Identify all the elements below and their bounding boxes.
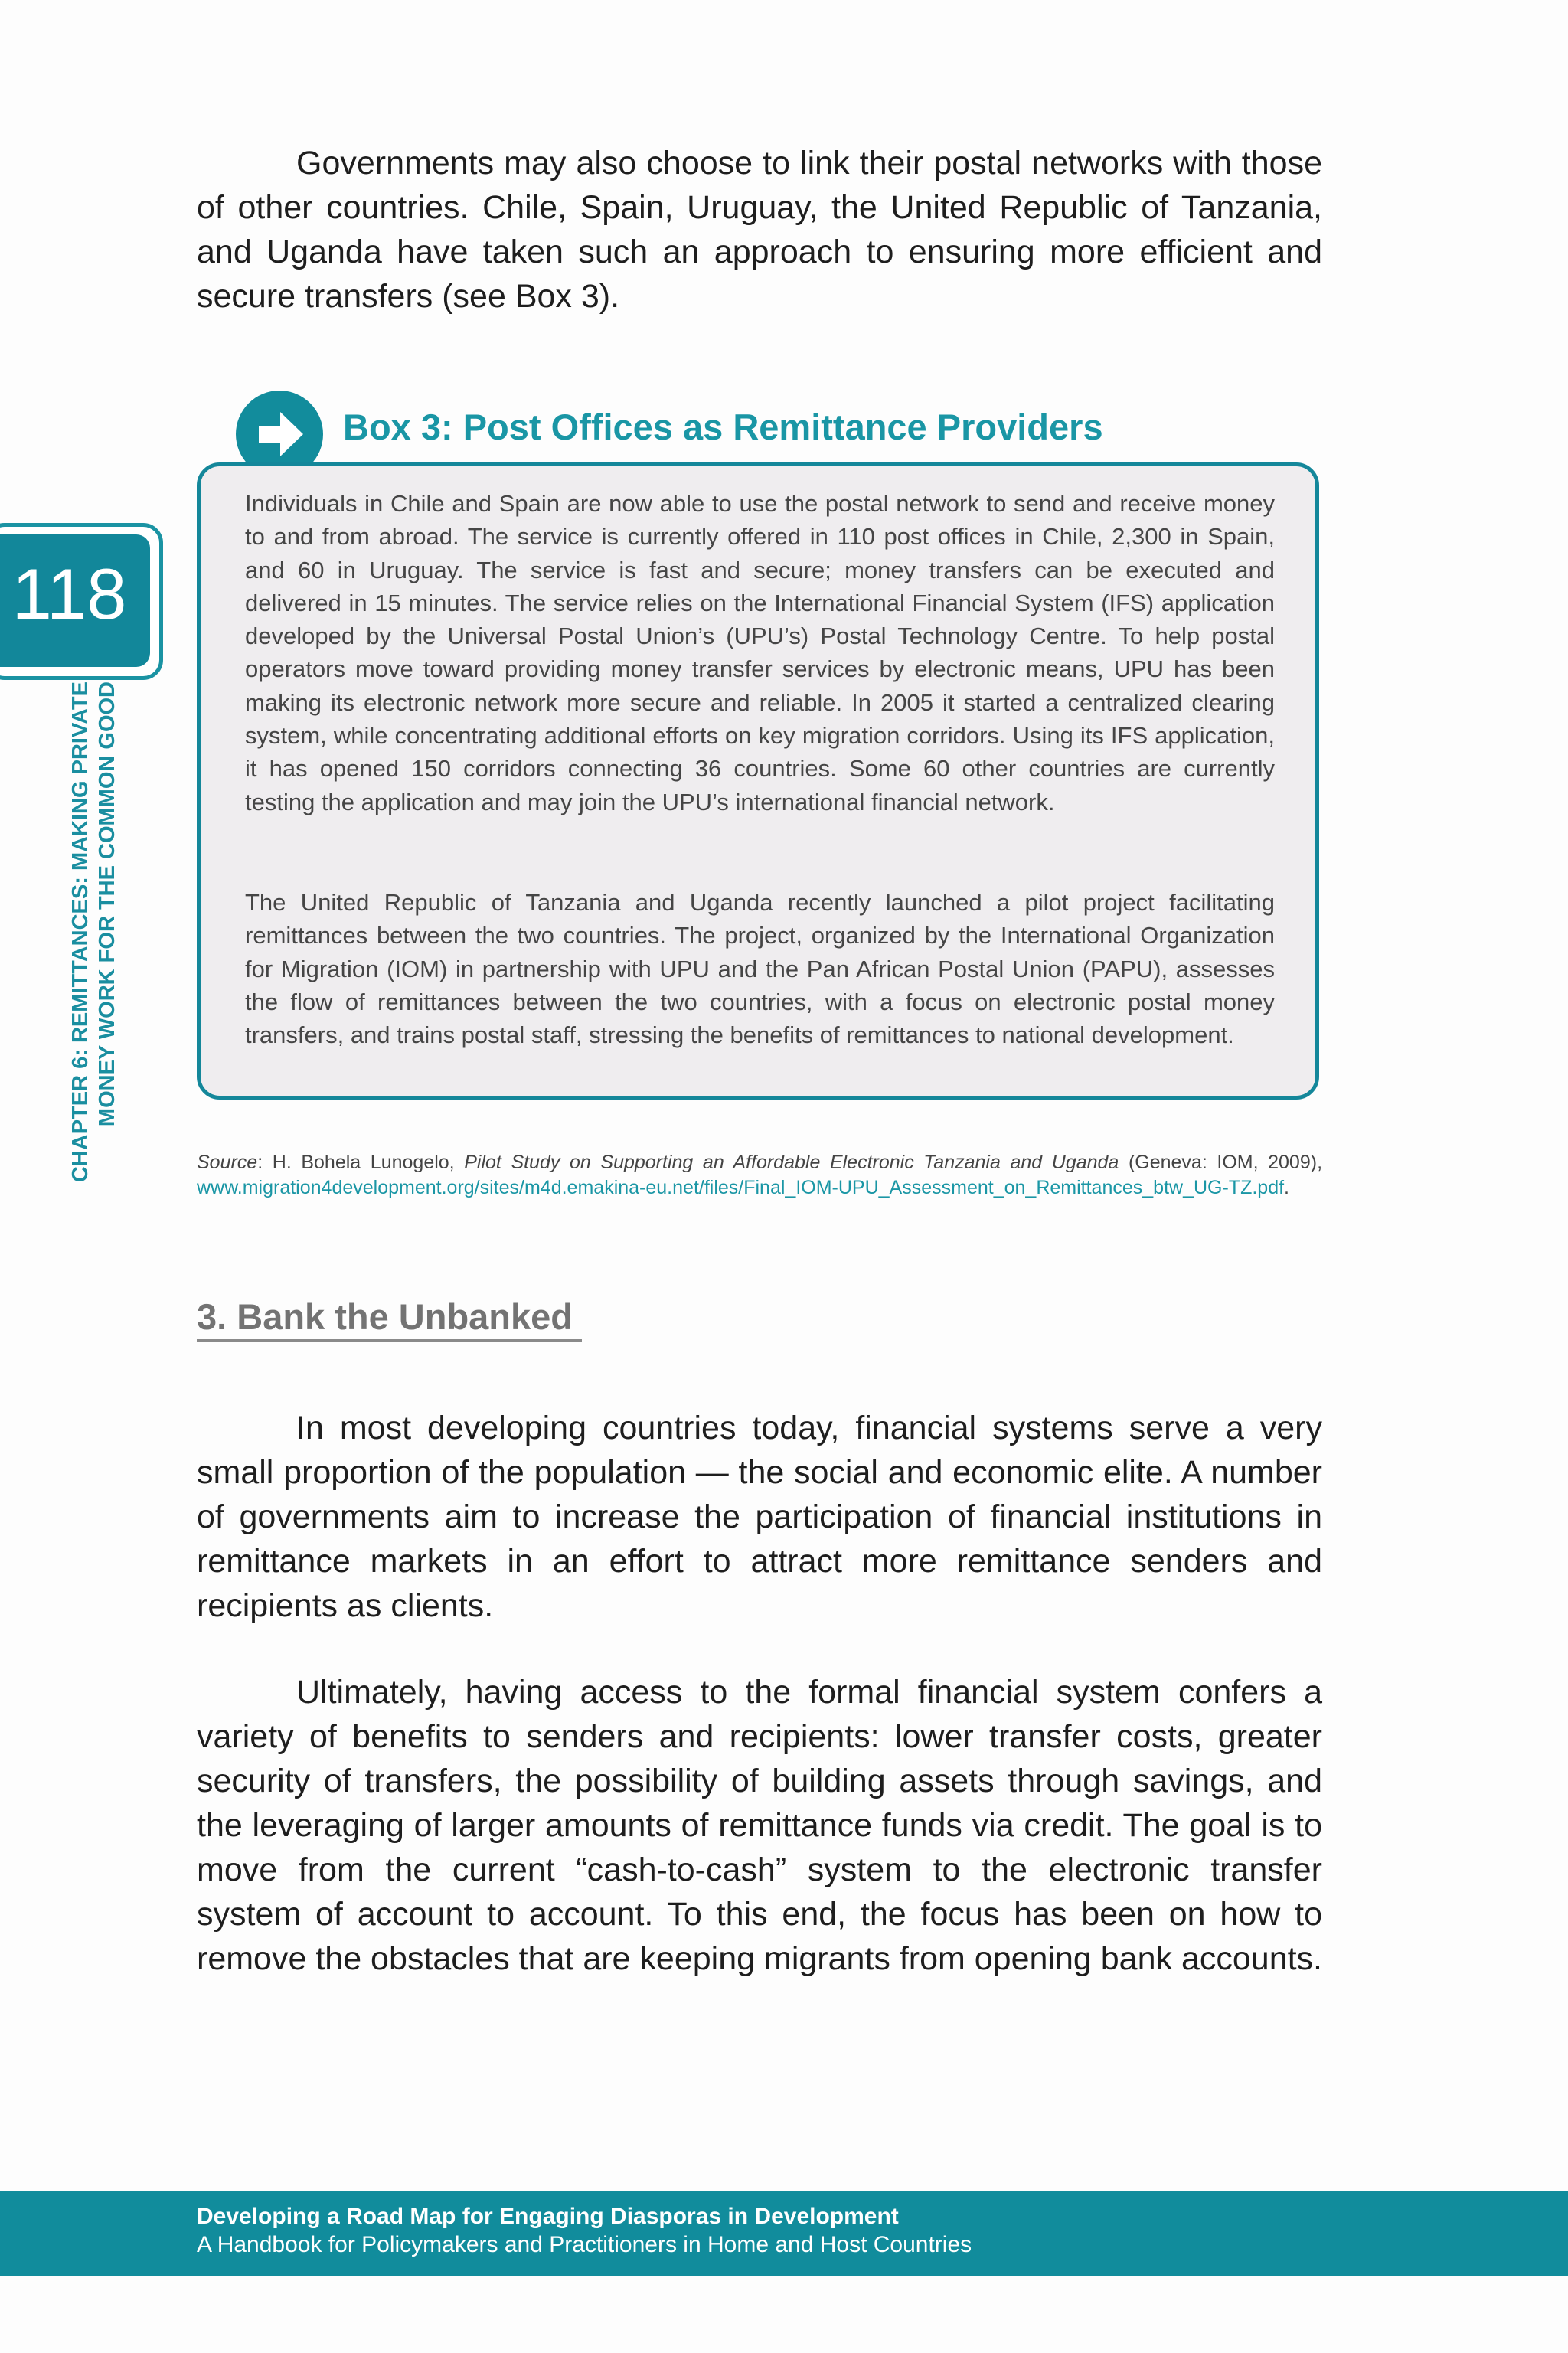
paragraph-3: Ultimately, having access to the formal financial system confers a variety of benefits to senders and recipients: lower transfer costs, greater security of transfers, the possibility of building assets through savings, and the leveraging of larger amounts of remittance funds via credit. The goal is to move from the current “cash-to-cash” system to the electronic transfer system of account to account. To this end, the focus has been on how to remove the obstacles that are keeping migrants from opening bank accounts. [197, 1674, 1322, 1977]
source-publisher: (Geneva: IOM, 2009), [1119, 1152, 1323, 1173]
paragraph-2: In most developing countries today, financial systems serve a very small proportion of the population — the social and economic elite. A number of governments aim to increase the participation of financial institutions in remittance markets in an effort to attract more remittance senders and recipients as clients. [197, 1410, 1322, 1624]
chapter-title-line-1: CHAPTER 6: REMITTANCES: MAKING PRIVATE [68, 681, 93, 1183]
source-label: Source [197, 1152, 258, 1173]
source-url-link[interactable]: www.migration4development.org/sites/m4d.emakina-eu.net/files/Final_IOM-UPU_Assessment_on_Remittances_btw_UG-TZ.pdf [197, 1177, 1285, 1198]
source-title: Pilot Study on Supporting an Affordable Electronic Tanzania and Uganda [464, 1152, 1119, 1173]
footer-title: Developing a Road Map for Engaging Diasporas in Development [197, 2204, 899, 2229]
box-paragraph-1: Individuals in Chile and Spain are now able to use the postal network to send and receive money to and from abroad. The service is currently offered in 110 post offices in Chile, 2,300 in Spain, and 60 in Uruguay. The service is fast and secure; money transfers can be executed and delivered in 15 minutes. The service relies on the International Financial System (IFS) application developed by the Universal Postal Union’s (UPU’s) Postal Technology Centre. To help postal operators move toward providing money transfer services by electronic means, UPU has been making its electronic network more secure and reliable. In 2005 it started a centralized clearing system, while concentrating additional efforts on key migration corridors. Using its IFS application, it has opened 150 corridors connecting 36 countries. Some 60 other countries are currently testing the application and may join the UPU’s international financial network. [245, 490, 1275, 815]
box-paragraph-2: The United Republic of Tanzania and Uganda recently launched a pilot project facilitating remittances between the two countries. The project, organized by the International Organization for Migration (IOM) in partnership with UPU and the Pan African Postal Union (PAPU), assesses the flow of remittances between the two countries, with a focus on electronic postal money transfers, and trains postal staff, stressing the benefits of remittances to national development. [245, 889, 1275, 1049]
footer-bar [0, 2191, 1568, 2276]
page-number-tab [0, 523, 163, 680]
section-heading: 3. Bank the Unbanked [197, 1296, 582, 1342]
page-number: 118 [11, 554, 127, 634]
chapter-title-line-2: MONEY WORK FOR THE COMMON GOOD [95, 681, 119, 1127]
box-source: Source: H. Bohela Lunogelo, Pilot Study on Supporting an Affordable Electronic Tanzania and Uganda (Geneva: IOM, 2009), www.migration4development.org/sites/m4d.emakina-eu.net/files/Final_IOM-UPU_Assessment_on_Remittances_btw_UG-TZ.pdf. [197, 1152, 1323, 1198]
footer-subtitle: A Handbook for Policymakers and Practitioners in Home and Host Countries [197, 2232, 972, 2257]
chapter-title-vertical [67, 681, 121, 1217]
box-title: Box 3: Post Offices as Remittance Providers [343, 407, 1103, 447]
intro-paragraph: Governments may also choose to link their postal networks with those of other countries. Chile, Spain, Uruguay, the United Republic of Tanzania, and Uganda have taken such an approach to ensuring more efficient and secure transfers (see Box 3). [197, 145, 1322, 315]
source-author: : H. Bohela Lunogelo, [257, 1152, 465, 1173]
